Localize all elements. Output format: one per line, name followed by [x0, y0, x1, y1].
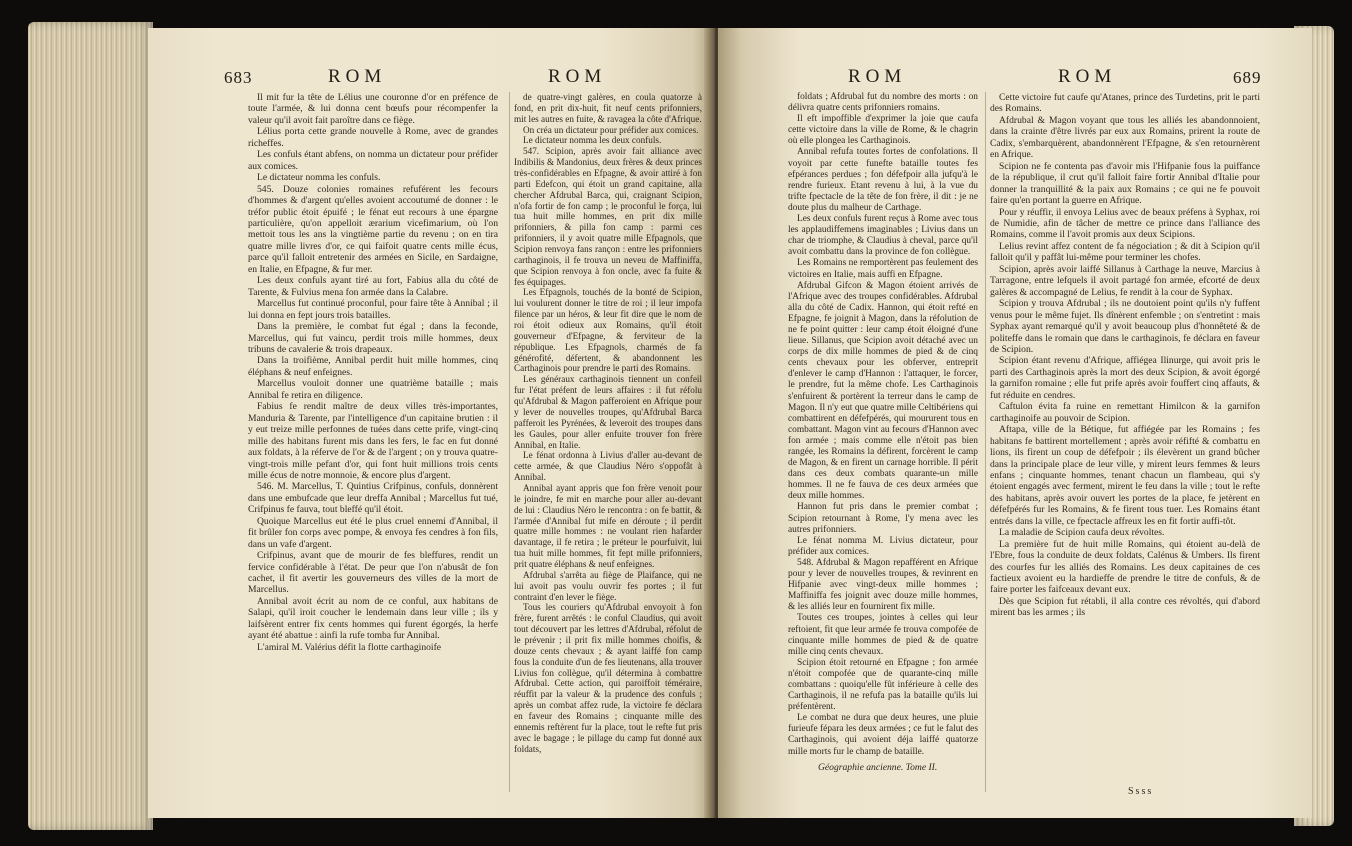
paragraph: Hannon fut pris dans le premier combat ; Scipion retournant à Rome, l'y mena avec les autres prifonniers. [788, 502, 978, 535]
paragraph: Lélius porta cette grande nouvelle à Rome, avec de grandes richeffes. [248, 126, 498, 149]
paragraph: Lelius revint affez content de fa négociation ; & dit à Scipion qu'il falloit qu'il y paffât lui-même pour terminer les chofes. [990, 240, 1260, 264]
paragraph: Les confuls étant abfens, on nomma un dictateur pour préfider aux comices. [248, 149, 498, 172]
left-page [148, 28, 710, 818]
paragraph: Scipion ne fe contenta pas d'avoir mis l'Hifpanie fous la puiffance de la république, il crut qu'il falloit faire fortir Annibal d'Italie pour donner la tranquillité & la paix aux Romains ; ce qui ne fe pouvoit faire qu'en portant la guerre en Afrique. [990, 160, 1260, 207]
paragraph: Dans la troifième, Annibal perdit huit mille hommes, cinq éléphans & neuf enfeignes. [248, 355, 498, 378]
running-header-right-2: ROM [1058, 66, 1117, 87]
paragraph: Marcellus fut continué proconful, pour faire tête à Annibal ; il lui donna en fept jours trois batailles. [248, 298, 498, 321]
paragraph: Scipion étant revenu d'Afrique, affiégea Ilinurge, qui avoit pris le parti des Carthaginois après la mort des deux Scipion, & avoit égorgé la garnifon romaine ; elle fut prife après avoir fouffert cinq affauts, & fut réduite en cendres. [990, 355, 1260, 401]
column-rule [985, 92, 986, 792]
paragraph: 548. Afdrubal & Magon repafférent en Afrique pour y lever de nouvelles troupes, & revinrent en Hifpanie avec vingt-deux mille hommes ; Maffiniffa fes joignit avec douze mille hommes, & les alliés leur en fournirent fix mille. [788, 557, 978, 613]
paragraph: Cette victoire fut caufe qu'Atanes, prince des Turdetins, prit le parti des Romains. [990, 92, 1260, 115]
paragraph: Crifpinus, avant que de mourir de fes bleffures, rendit un fervice confidérable à l'état. De peur que l'on n'abusât de fon cachet, il fit avertir les gouverneurs des villes de la mort de Marcellus. [248, 550, 498, 596]
paragraph: Scipion y trouva Afdrubal ; ils ne doutoient point qu'ils n'y fuffent venus pour le même fujet. Ils dînèrent enfemble ; on s'entretint : mais Syphax ayant remarqué qu'il y avoit beaucoup plus d'honnêteté & de politeffe dans le romain que dans le carthaginois, fe déclara en faveur de Scipion. [990, 298, 1260, 355]
paragraph: Les deux confuls ayant tiré au fort, Fabius alla du côté de Tarente, & Fulvius mena fon armée dans la Calabre. [248, 275, 498, 298]
paragraph: Afdrubal s'arrêta au fiège de Plaifance, qui ne lui avoit pas voulu ouvrir fes portes ; il fut contraint d'en lever le fiège. [514, 569, 702, 602]
paragraph: Les généraux carthaginois tiennent un confeil fur l'état préfent de leurs affaires : il fut réfolu qu'Afdrubal & Magon pafferoient en Afrique pour y lever de nouvelles troupes, qu'Afdrubal Barca pafferoit les Pyrénées, & leveroit des troupes dans les Gaules, pour aller enfuite trouver fon frère Annibal, en Italie. [514, 374, 702, 450]
left-column-1 [248, 92, 498, 653]
running-header-left-1: ROM [328, 66, 387, 87]
paragraph: La première fut de huit mille Romains, qui étoient au-delà de l'Ebre, fous la conduite de deux foldats, Calénus & Umbers. Ils firent des courfes fur les alliés des Romains. Les deux capitaines de ces factieux avoient eu la hardieffe de prendre le titre de confuls, & de faire porter les faifceaux devant eux. [990, 538, 1260, 596]
paragraph: Marcellus vouloit donner une quatrième bataille ; mais Annibal fe retira en diligence. [248, 378, 498, 401]
paragraph: Caftulon évita fa ruine en remettant Himilcon & la garnifon carthaginoife au pouvoir de Scipion. [990, 401, 1260, 424]
right-page [718, 28, 1312, 818]
paragraph: Scipion, après avoir laiffé Sillanus à Carthage la neuve, Marcius à Tarragone, entre lefquels il avoit partagé fon armée, efcorté de deux galères & accompagné de Lelius, fe rendit à la cour de Syphax. [990, 263, 1260, 298]
paragraph: foldats ; Afdrubal fut du nombre des morts : on délivra quatre cents prifonniers romains. [788, 92, 978, 114]
paragraph: Quoique Marcellus eut été le plus cruel ennemi d'Annibal, il fit brûler fon corps avec pompe, & envoya fes cendres à fon fils, dans un vafe d'argent. [248, 515, 498, 550]
paragraph: L'amiral M. Valérius défit la flotte carthaginoife [257, 641, 442, 653]
paragraph: Il eft impoffible d'exprimer la joie que caufa cette victoire dans la ville de Rome, & le chagrin où elle plongea les Carthaginois. [788, 114, 978, 147]
paragraph: Afdrubal & Magon voyant que tous les alliés les abandonnoient, dans la crainte d'être livrés par eux aux Romains, prirent la route de Cadix, s'embarquèrent, abandonnèrent l'Efpagne, & s'en retournèrent en Afrique. [990, 114, 1260, 161]
paragraph: Il mit fur la tête de Lélius une couronne d'or en préfence de toute l'armée, & lui donna cent bœufs pour récompenfer la valeur qu'il avoit fait paroître dans ce fiège. [248, 92, 498, 126]
page-number-left: 683 [224, 68, 253, 87]
paragraph: Le dictateur nomma les deux confuls. [523, 135, 662, 146]
paragraph: Le fénat ordonna à Livius d'aller au-devant de cette armée, & que Claudius Néro s'oppofât à Annibal. [514, 450, 702, 483]
signature-mark: Ssss [1128, 786, 1154, 797]
paragraph: Fabius fe rendit maître de deux villes très-importantes, Manduria & Tarente, par l'intelligence d'un capitaine brutien : il y eut treize mille perfonnes de tuées dans cette prife, vingt-cinq mille des habitans furent mis dans les fers, le fac en fut donné aux foldats, à la réferve de l'or & de l'argent ; on y trouva quatre-vingt-trois mille pefant d'or, qui font huit millions trois cents mille écus de notre monnoie, & encore plus d'argent. [248, 401, 498, 481]
column-rule [509, 92, 510, 792]
left-column-2 [514, 92, 702, 754]
paragraph: Annibal refufa toutes fortes de confolations. Il voyoit par cette funefte bataille toutes fes efpérances perdues ; fon défefpoir alla jufqu'à le rendre furieux. Etant revenu à lui, à la vue du trifte fpectacle de la tête de fon frère, il dit : je ne doute plus du malheur de Carthage. [788, 147, 978, 213]
paragraph: Les Efpagnols, touchés de la bonté de Scipion, lui voulurent donner le titre de roi ; il leur impofa filence par un héros, & leur fit dire que le nom de roi étoit odieux aux Romains, qu'il étoit gouverneur d'Efpagne, & ferviteur de la république. Les Efpagnols, charmés de fa générofité, défertent, & abandonnent les Carthaginois pour prendre le parti des Romains. [514, 287, 702, 374]
right-column-2 [990, 92, 1260, 619]
page-number-right: 689 [1233, 68, 1262, 87]
paragraph: Annibal avoit écrit au nom de ce conful, aux habitans de Salapi, qu'il iroit coucher le lendemain dans leur ville ; ils y laifsèrent entrer fix cents hommes qui furent égorgés, la herfe ayant été abattue : ainfi la rufe tomba fur Annibal. [248, 595, 498, 642]
paragraph: Aftapa, ville de la Bétique, fut affiégée par les Romains ; fes habitans fe battirent mortellement ; après avoir réfifté & combattu en lions, ils firent un coup de défefpoir ; ils élevèrent un grand bûcher dans la principale place de leur ville, y mirent leurs femmes & leurs enfans ; cinquante hommes, tenant chacun un flambeau, qui s'y étoient engagés avec ferment, mirent le feu dans la ville ; tout le refte des habitans, après avoir ouvert les portes de la place, fe jetèrent en défefpérés fur les Romains, & fe firent tous tuer. Les Romains étant entrés dans la ville, ce fpectacle affreux les en fit fortir auffi-tôt. [990, 424, 1260, 527]
paragraph: Le combat ne dura que deux heures, une pluie furieufe fépara les deux armées ; ce fut le falut des Carthaginois, qui avoient déja laiffé quatorze mille morts fur le champ de bataille. [788, 713, 978, 757]
paragraph: Dès que Scipion fut rétabli, il alla contre ces révoltés, qui d'abord mirent bas les armes ; ils [990, 595, 1260, 619]
paragraph: Le dictateur nomma les confuls. [257, 172, 381, 184]
paragraph: Scipion étoit retourné en Efpagne ; fon armée n'étoit compofée que de quarante-cinq mille combattans : quoiqu'elle fût inférieure à celle des Carthaginois, il ne refufa pas la bataille qu'ils lui préfentèrent. [788, 657, 978, 713]
paragraph: 546. M. Marcellus, T. Quintius Crifpinus, confuls, donnèrent dans une embufcade que leur dreffa Annibal ; Marcellus fut tué, Crifpinus fe fauva, tout bleffé qu'il étoit. [248, 481, 498, 516]
paragraph: Pour y réuffir, il envoya Lelius avec de beaux préfens à Syphax, roi de Numidie, afin de tâcher de mettre ce prince dans l'alliance des Romains, comme il l'avoit promis aux deux Scipions. [990, 206, 1260, 241]
paragraph: Le fénat nomma M. Livius dictateur, pour préfider aux comices. [788, 535, 978, 557]
paragraph: Tous les couriers qu'Afdrubal envoyoit à fon frère, furent arrêtés : le conful Claudius, qui avoit tout découvert par les lettres d'Afdrubal, réfolut de le prévenir ; il prit fix mille hommes choifis, & douze cents chevaux ; & ayant laiffé fon camp fous la conduite d'un de fes lieutenans, alla trouver Livius fon collègue, qu'il détermina à combattre Afdrubal. Cette action, qui paroiffoit téméraire, réuffit par la valeur & la prudence des confuls ; après un combat affez rude, la victoire fe déclara en faveur des Romains ; cinquante mille des ennemis reftèrent fur la place, tout le refte fut pris avec le bagage ; le pillage du camp fut donné aux foldats, [514, 602, 702, 754]
paragraph: Dans la première, le combat fut égal ; dans la feconde, Marcellus, qui fut vaincu, perdit trois mille hommes, deux tribuns de cavalerie & trois drapeaux. [248, 321, 498, 355]
paragraph: Les deux confuls furent reçus à Rome avec tous les applaudiffemens imaginables ; Livius dans un char de triomphe, & Claudius à cheval, parce qu'il avoit combattu dans la province de fon collègue. [788, 214, 978, 258]
paragraph: Toutes ces troupes, jointes à celles qui leur reftoient, fit que leur armée fe trouva compofée de cinquante mille hommes de pied & de quatre mille cinq cents chevaux. [788, 613, 978, 657]
paragraph: Les Romains ne remportèrent pas feulement des victoires en Italie, mais auffi en Efpagne. [788, 258, 978, 280]
footer-volume-note: Géographie ancienne. Tome II. [818, 762, 938, 773]
paragraph: Afdrubal Gifcon & Magon étoient arrivés de l'Afrique avec des troupes confidérables. Afdrubal alla du côté de Cadix. Hannon, qui étoit refté en Efpagne, fe joignit à Magon, dans la réfolution de ne fe point quitter : leur camp étoit éloigné d'une lieue. Sillanus, que Scipion avoit détaché avec un corps de dix mille hommes de pied & de cinq cents chevaux pour les obferver, entreprit d'enlever le camp d'Hannon : l'attaquer, le forcer, le prendre, fut la même chofe. Les Carthaginois s'enfuirent & portèrent la terreur dans le camp de Magon. Il n'y eut que quatre mille Celtibériens qui combattirent en défefpérés, qui moururent tous en combattant. Magon vint au fecours d'Hannon avec fon armée ; mais comme elle n'étoit pas bien rangée, les Romains la défirent, forcèrent le camp de Magon, & en firent un carnage horrible. Il périt dans ces deux combats quarante-un mille hommes. Il ne fe fauva de ces deux armées que deux mille hommes. [788, 280, 978, 502]
right-column-1 [788, 92, 978, 758]
paragraph: Annibal ayant appris que fon frère venoit pour le joindre, fe mit en marche pour aller au-devant de lui : Claudius Néro le rencontra : on fe battit, & l'armée d'Annibal fut mife en déroute ; il perdit quatre mille hommes : ne voulant rien hafarder davantage, il fe retira ; le préteur le pourfuivit, lui tua huit mille hommes, fit fept mille prifonniers, prit quatre éléphans & neuf enfeignes. [514, 482, 702, 569]
book-edge-left [28, 22, 153, 830]
paragraph: On créa un dictateur pour préfider aux comices. [523, 124, 699, 135]
paragraph: 545. Douze colonies romaines refuférent les fecours d'hommes & d'argent qu'elles avoient accoutumé de donner : le tréfor public étoit épuifé ; le fénat eut recours à une épargne particulière, qu'on appelloit ærarium vicefimarium, où l'on mettoit tous les ans la vingtième partie du revenu ; on en tira quatre mille livres d'or, ce qui faifoit quatre cents mille écus, parce qu'il falloit entretenir des armées en Sicile, en Sardaigne, en Italie, en Efpagne, & fur mer. [248, 183, 498, 275]
paragraph: La maladie de Scipion caufa deux révoltes. [999, 527, 1165, 539]
running-header-right-1: ROM [848, 66, 907, 87]
paragraph: 547. Scipion, après avoir fait alliance avec Indibilis & Mandonius, deux frères & deux princes très-confidérables en Efpagne, & avoir attiré à fon parti Edefcon, qui étoit un grand capitaine, alla chercher Afdrubal Barca, qui, craignant Scipion, n'ofa fortir de fon camp ; le proconful le força, lui tua huit mille hommes, en prit dix mille prifonniers, & pilla fon camp : parmi ces prifonniers, il y avoit quatre mille Efpagnols, que Scipion renvoya fans rançon : entre les prifonniers carthaginois, il fe trouva un neveu de Maffiniffa, que Scipion renvoya à fon oncle, avec fa fuite & fes équipages. [514, 146, 702, 287]
running-header-left-2: ROM [548, 66, 607, 87]
paragraph: de quatre-vingt galères, en coula quatorze à fond, en prit dix-huit, fit neuf cents prifonniers, mit les autres en fuite, & ravagea la côte d'Afrique. [514, 92, 702, 124]
